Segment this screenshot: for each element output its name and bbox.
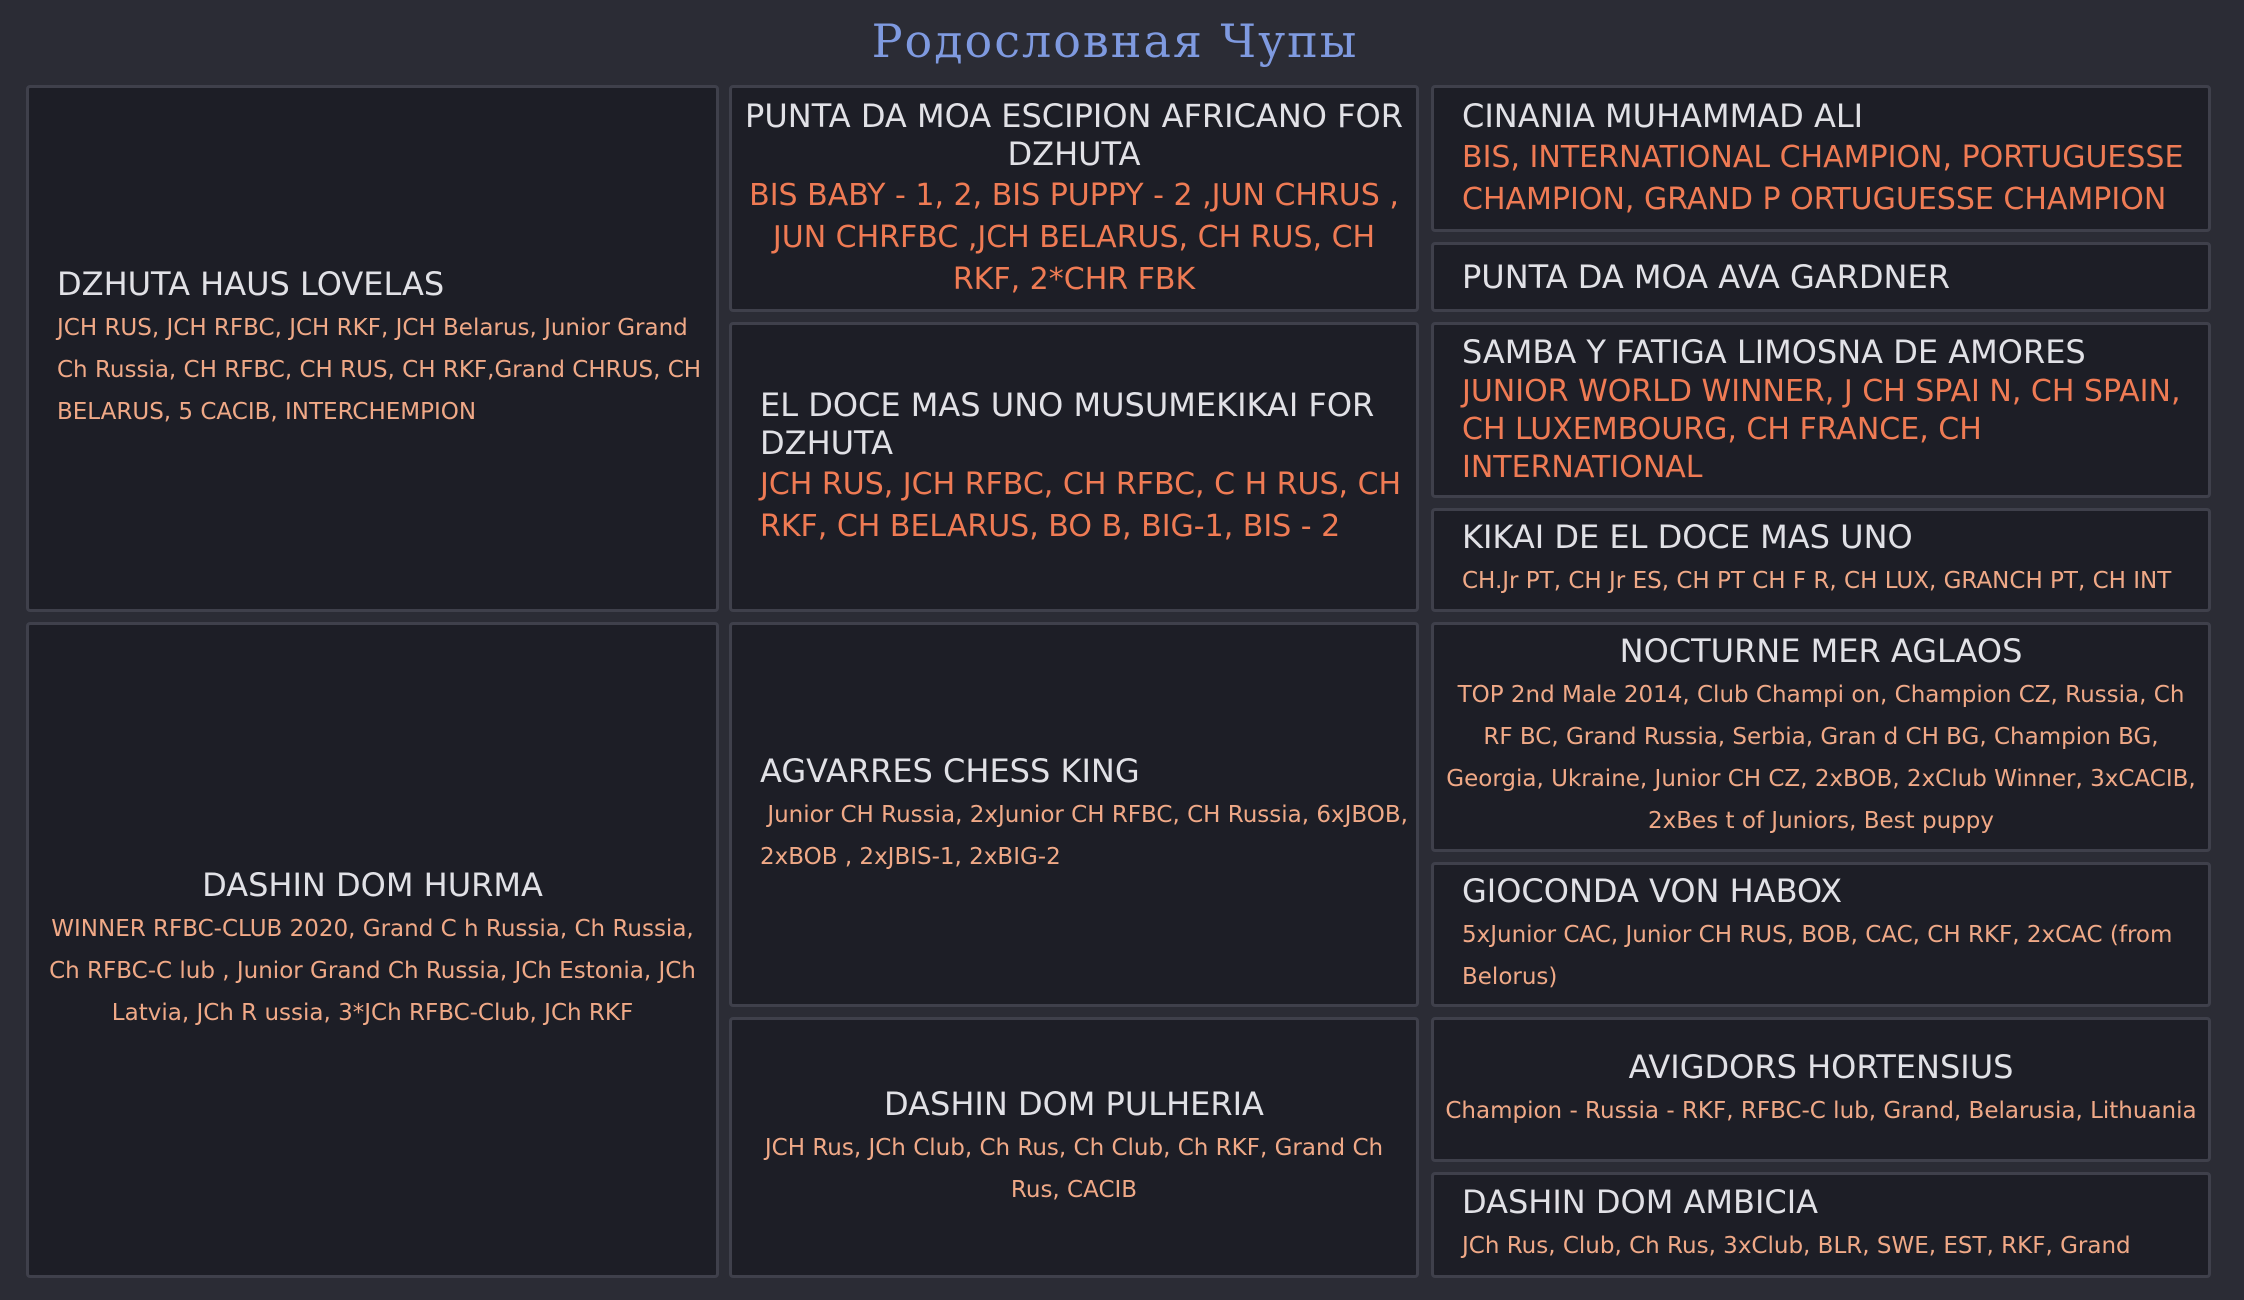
gen3-6-name: GIOCONDA VON HABOX	[1462, 871, 1843, 910]
pedigree-dam-card[interactable]	[26, 622, 719, 1278]
dam-sire-titles: Junior CH Russia, 2xJunior CH RFBC, CH Russia, 6xJBOB, 2xBOB , 2xJBIS-1, 2xBIG-2	[760, 801, 1416, 870]
gen3-1-name: CINANIA MUHAMMAD ALI	[1462, 96, 1864, 135]
sire-sire-name: PUNTA DA MOA ESCIPION AFRICANO FOR DZHUTA	[745, 96, 1414, 173]
sire-sire-titles: BIS BABY - 1, 2, BIS PUPPY - 2 ,JUN CHRUS , JUN CHRFBC ,JCH BELARUS, CH RUS, CH RKF, 2*CHR FBK	[749, 177, 1409, 297]
sire-dam-titles: JCH RUS, JCH RFBC, CH RFBC, C H RUS, CH RKF, CH BELARUS, BO B, BIG-1, BIS - 2	[760, 467, 1411, 544]
dam-name: DASHIN DOM HURMA	[202, 866, 543, 904]
gen3-7-name: AVIGDORS HORTENSIUS	[1628, 1047, 2014, 1086]
page-title: Родословная Чупы	[871, 14, 1359, 68]
pedigree-gen3-card-2[interactable]	[1431, 242, 2211, 312]
gen3-6-titles: 5xJunior CAC, Junior CH RUS, BOB, CAC, CH RKF, 2xCAC (from Belorus)	[1462, 921, 2180, 990]
dam-titles: WINNER RFBC-CLUB 2020, Grand C h Russia, Ch Russia, Ch RFBC-C lub , Junior Grand Ch Russia, JCh Estonia, JCh Latvia, JCh R ussia, 3*JCh RFBC-Club, JCh RKF	[49, 916, 704, 1026]
gen3-3-name: SAMBA Y FATIGA LIMOSNA DE AMORES	[1462, 333, 2086, 371]
pedigree-gen3-card-3[interactable]	[1431, 322, 2211, 498]
pedigree-sire-sire-card[interactable]	[729, 85, 1419, 312]
pedigree-gen3-card-4[interactable]	[1431, 508, 2211, 612]
pedigree-sire-dam-card[interactable]	[729, 322, 1419, 612]
pedigree-gen3-card-5[interactable]	[1431, 622, 2211, 852]
pedigree-gen3-card-7[interactable]	[1431, 1017, 2211, 1162]
gen3-8-name: DASHIN DOM AMBICIA	[1462, 1183, 1819, 1221]
gen3-5-titles: TOP 2nd Male 2014, Club Champi on, Champion CZ, Russia, Ch RF BC, Grand Russia, Serbia, Gran d CH BG, Champion BG, Georgia, Ukraine, Junior CH CZ, 2xBOB, 2xClub Winner, 3xCACIB, 2xBes t of Juniors, Best puppy	[1446, 682, 2204, 834]
pedigree-gen3-card-8[interactable]	[1431, 1172, 2211, 1278]
gen3-4-titles: CH.Jr PT, CH Jr ES, CH PT CH F R, CH LUX, GRANCH PT, CH INT	[1462, 568, 2172, 594]
gen3-7-titles: Champion - Russia - RKF, RFBC-C lub, Grand, Belarusia, Lithuania	[1445, 1097, 2197, 1124]
gen3-5-name: NOCTURNE MER AGLAOS	[1619, 632, 2023, 670]
sire-name: DZHUTA HAUS LOVELAS	[57, 264, 445, 303]
pedigree-gen3-card-6[interactable]	[1431, 862, 2211, 1007]
pedigree-sire-card[interactable]	[26, 85, 719, 612]
gen3-4-name: KIKAI DE EL DOCE MAS UNO	[1462, 518, 1913, 556]
dam-dam-titles: JCH Rus, JCh Club, Ch Rus, Ch Club, Ch RKF, Grand Ch Rus, CACIB	[764, 1134, 1391, 1203]
dam-sire-name: AGVARRES CHESS KING	[760, 751, 1140, 790]
pedigree-dam-dam-card[interactable]	[729, 1017, 1419, 1278]
gen3-8-titles: JCh Rus, Club, Ch Rus, 3xClub, BLR, SWE, EST, RKF, Grand	[1462, 1233, 2131, 1259]
pedigree-gen3-card-1[interactable]	[1431, 85, 2211, 232]
sire-titles: JCH RUS, JCH RFBC, JCH RKF, JCH Belarus, Junior Grand Ch Russia, CH RFBC, CH RUS, CH RKF,Grand CHRUS, CH BELARUS, 5 CACIB, INTERCHEMPION	[57, 314, 709, 425]
pedigree-dam-sire-card[interactable]	[729, 622, 1419, 1007]
gen3-3-titles: JUNIOR WORLD WINNER, J CH SPAI N, CH SPAIN, CH LUXEMBOURG, CH FRANCE, CH INTERNATIONAL	[1462, 374, 2191, 485]
dam-dam-name: DASHIN DOM PULHERIA	[884, 1084, 1264, 1123]
gen3-1-titles: BIS, INTERNATIONAL CHAMPION, PORTUGUESSE CHAMPION, GRAND P ORTUGUESSE CHAMPION	[1462, 139, 2193, 217]
sire-dam-name: EL DOCE MAS UNO MUSUMEKIKAI FOR DZHUTA	[760, 386, 1385, 462]
gen3-2-name: PUNTA DA MOA AVA GARDNER	[1462, 258, 1950, 296]
